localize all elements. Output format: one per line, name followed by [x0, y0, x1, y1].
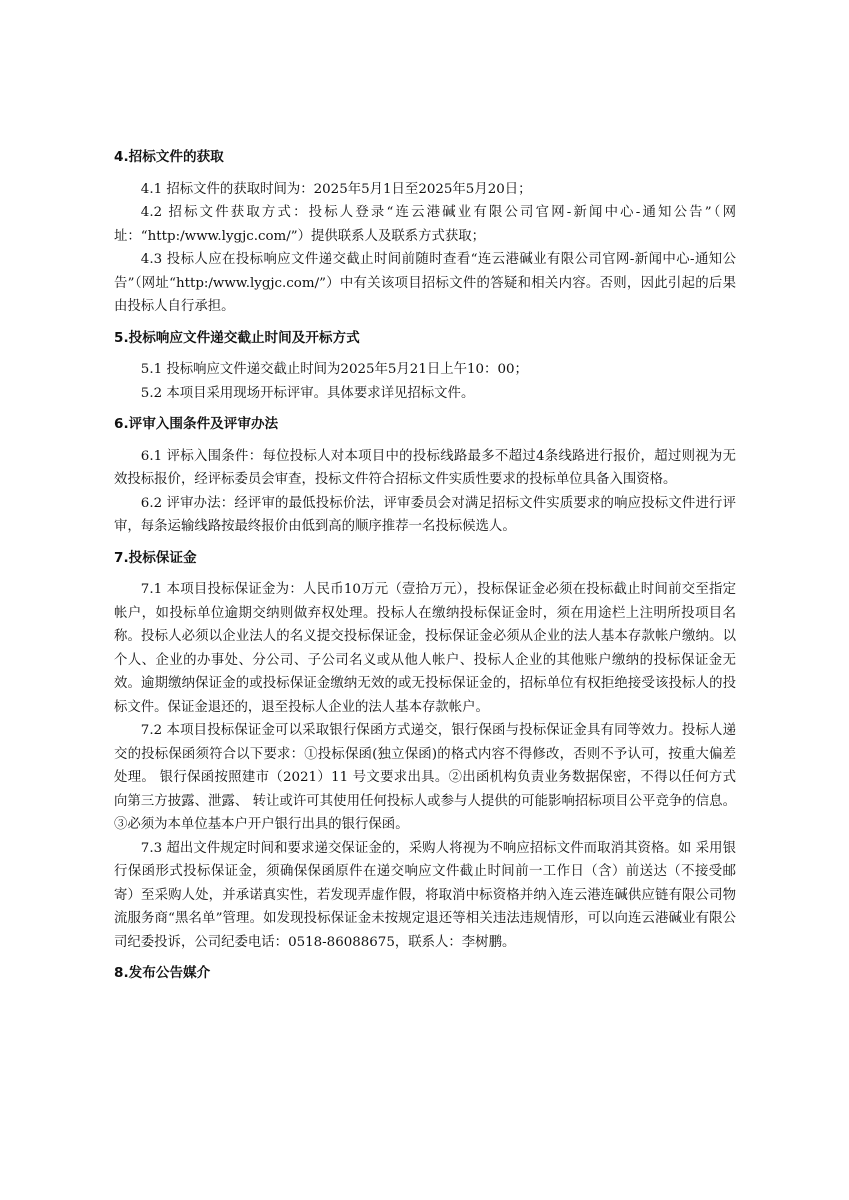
- paragraph-4-2: 4.2 招标文件获取方式：投标人登录“连云港碱业有限公司官网-新闻中心-通知公告”（网址：“http:/www.lygjc.com/”）提供联系人及联系方式获取；: [114, 205, 736, 244]
- section-heading-7: 7.投标保证金: [114, 549, 197, 566]
- section-heading-8: 8.发布公告媒介: [114, 965, 211, 981]
- section-heading-5: 5.投标响应文件递交截止时间及开标方式: [114, 329, 360, 346]
- paragraph-6-1: 6.1 评标入围条件：每位投标人对本项目中的投标线路最多不超过4条线路进行报价，超过则视为无效投标报价，经评标委员会审查，投标文件符合招标文件实质性要求的投标单位具备入围资格。: [114, 448, 736, 487]
- section-heading-4: 4.招标文件的获取: [114, 149, 224, 165]
- document-body: [114, 146, 736, 986]
- section-heading-6: 6.评审入围条件及评审办法: [114, 416, 279, 432]
- paragraph-5-1: 5.1 投标响应文件递交截止时间为2025年5月21日上午10：00；: [140, 362, 528, 377]
- paragraph-5-2: 5.2 本项目采用现场开标评审。具体要求详见招标文件。: [140, 385, 475, 401]
- paragraph-7-3: 7.3 超出文件规定时间和要求递交保证金的，采购人将视为不响应招标文件而取消其资格。如 采用银行保函形式投标保证金，须确保保函原件在递交响应文件截止时间前一工作日（含）前送达（不接受邮寄）至采购人处，并承诺真实性，若发现弄虚作假，将取消中标资格并纳入连云港连碱供应链有限公司物流服务商“黑名单”管理。如发现投标保证金未按规定退还等相关违法违规情形，可以向连云港碱业有限公司纪委投诉，公司纪委电话：0518-86088675，联系人：李树鹏。: [114, 840, 736, 950]
- paragraph-6-2: 6.2 评审办法：经评审的最低投标价法，评审委员会对满足招标文件实质要求的响应投标文件进行评审，每条运输线路按最终报价由低到高的顺序推荐一名投标候选人。: [114, 495, 736, 534]
- paragraph-7-2: 7.2 本项目投标保证金可以采取银行保函方式递交，银行保函与投标保证金具有同等效力。投标人递交的投标保函须符合以下要求：①投标保函(独立保函)的格式内容不得修改，否则不予认可，按重大偏差处理。 银行保函按照建市（2021）11 号文要求出具。②出函机构负责业务数据保密，不得以任何方式向第三方披露、泄露、 转让或许可其使用任何投标人或参与人提供的可能影响招标项目公平竞争的信息。 ③必须为本单位基本户开户银行出具的银行保函。: [114, 723, 736, 832]
- paragraph-7-1: 7.1 本项目投标保证金为：人民币10万元（壹拾万元），投标保证金必须在投标截止时间前交至指定帐户，如投标单位逾期交纳则做弃权处理。投标人在缴纳投标保证金时，须在用途栏上注明所投项目名称。投标人必须以企业法人的名义提交投标保证金，投标保证金必须从企业的法人基本存款帐户缴纳。以个人、企业的办事处、分公司、子公司名义或从他人帐户、投标人企业的其他账户缴纳的投标保证金无效。逾期缴纳保证金的或投标保证金缴纳无效的或无投标保证金的，招标单位有权拒绝接受该投标人的投标文件。保证金退还的，退至投标人企业的法人基本存款帐户。: [114, 582, 736, 715]
- paragraph-4-3: 4.3 投标人应在投标响应文件递交截止时间前随时查看“连云港碱业有限公司官网-新闻中心-通知公告”（网址“http:/www.lygjc.com/”）中有关该项目招标文件的答疑和相关内容。否则，因此引起的后果由投标人自行承担。: [114, 252, 736, 314]
- paragraph-4-1: 4.1 招标文件的获取时间为：2025年5月1日至2025年5月20日；: [140, 181, 532, 197]
